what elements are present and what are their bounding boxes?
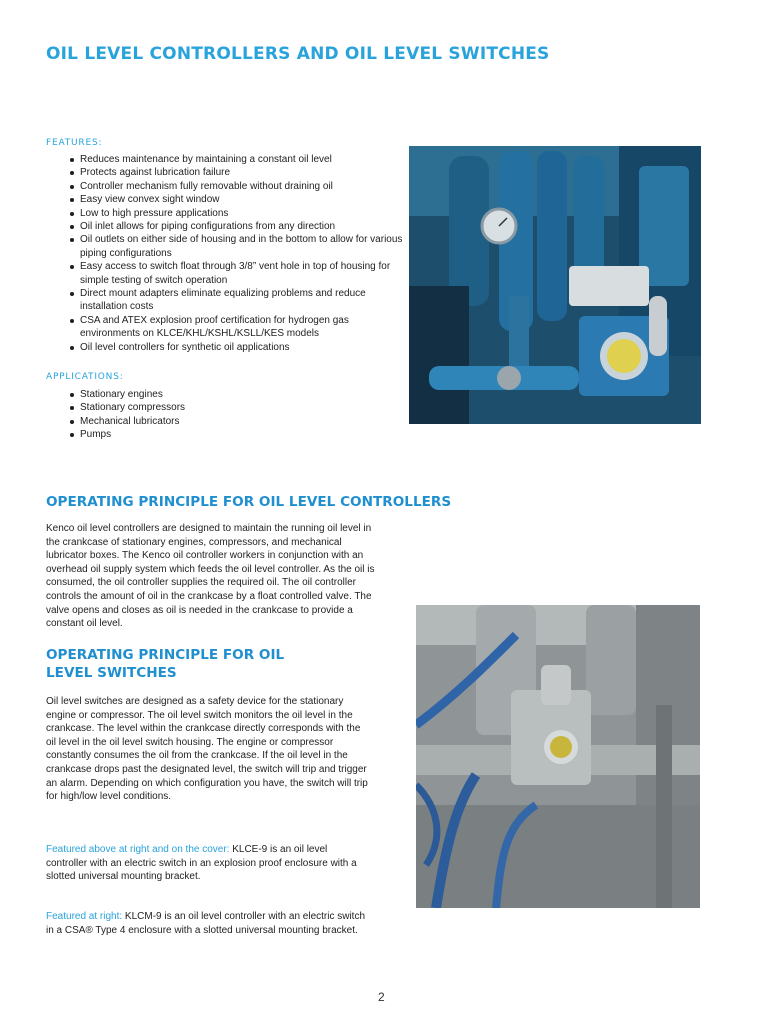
applications-list bbox=[46, 388, 370, 442]
photo-klcm9-switch bbox=[416, 605, 700, 908]
feature-item: Reduces maintenance by maintaining a constant oil level bbox=[70, 153, 410, 166]
caption-cover-body: KLCE-9 is an oil level controller with an electric switch in an explosion proof enclosure with a slotted universal mounting bracket. bbox=[46, 844, 357, 883]
feature-item: Controller mechanism fully removable without draining oil bbox=[70, 180, 410, 193]
caption-right-lead: Featured at right: bbox=[46, 911, 123, 922]
feature-item: Low to high pressure applications bbox=[70, 207, 410, 220]
switches-heading-line2: LEVEL SWITCHES bbox=[46, 665, 177, 681]
feature-item: Easy view convex sight window bbox=[70, 193, 410, 206]
applications-label: APPLICATIONS: bbox=[46, 372, 124, 382]
feature-item: Oil outlets on either side of housing and in the bottom to allow for various piping configurations bbox=[70, 233, 410, 260]
caption-right bbox=[46, 910, 368, 937]
switches-heading bbox=[46, 646, 366, 682]
feature-item: Oil inlet allows for piping configurations from any direction bbox=[70, 220, 410, 233]
controllers-body: Kenco oil level controllers are designed to maintain the running oil level in the crankcase of stationary engines, compressors, and mechanical lubricator boxes. The Kenco oil controller workers in conjunction with an overhead oil supply system which feeds the oil level controller. As the oil is consumed, the oil controller supplies the required oil. The oil controller controls the amount of oil in the crankcase by a float controlled valve. The valve opens and closes as oil is needed in the crankcase to provide a constant oil level. bbox=[46, 523, 375, 630]
switches-heading-line1: OPERATING PRINCIPLE FOR OIL bbox=[46, 647, 285, 663]
feature-item: CSA and ATEX explosion proof certification for hydrogen gas environments on KLCE/KHL/KSHL/KSLL/KES models bbox=[70, 314, 410, 341]
page-number: 2 bbox=[378, 990, 385, 1004]
switches-body: Oil level switches are designed as a safety device for the stationary engine or compressor. The oil level switch monitors the oil level in the crankcase. The level within the crankcase directly corresponds with the oil level in the oil level switch housing. The engine or compressor constantly consumes the oil from the crankcase. If the oil level in the crankcase drops past the designated level, the switch will trip and trigger an alarm. Depending on which configuration you have, the switch will trip for high/low level conditions. bbox=[46, 696, 368, 803]
caption-right-body: KLCM-9 is an oil level controller with an electric switch in a CSA® Type 4 enclosure with a slotted universal mounting bracket. bbox=[46, 911, 366, 936]
caption-cover-lead: Featured above at right and on the cover: bbox=[46, 844, 230, 855]
controllers-heading: OPERATING PRINCIPLE FOR OIL LEVEL CONTROLLERS bbox=[46, 494, 452, 510]
features-label: FEATURES: bbox=[46, 138, 103, 148]
caption-cover bbox=[46, 843, 368, 884]
feature-item: Direct mount adapters eliminate equalizing problems and reduce installation costs bbox=[70, 287, 410, 314]
photo-klce9-controller bbox=[409, 146, 701, 424]
feature-item: Protects against lubrication failure bbox=[70, 166, 410, 179]
application-item: Pumps bbox=[70, 428, 370, 441]
page-title: OIL LEVEL CONTROLLERS AND OIL LEVEL SWITCHES bbox=[46, 44, 550, 64]
feature-item: Easy access to switch float through 3/8” vent hole in top of housing for simple testing of switch operation bbox=[70, 260, 410, 287]
application-item: Mechanical lubricators bbox=[70, 415, 370, 428]
application-item: Stationary compressors bbox=[70, 401, 370, 414]
application-item: Stationary engines bbox=[70, 388, 370, 401]
feature-item: Oil level controllers for synthetic oil applications bbox=[70, 341, 410, 354]
features-list bbox=[46, 153, 410, 354]
